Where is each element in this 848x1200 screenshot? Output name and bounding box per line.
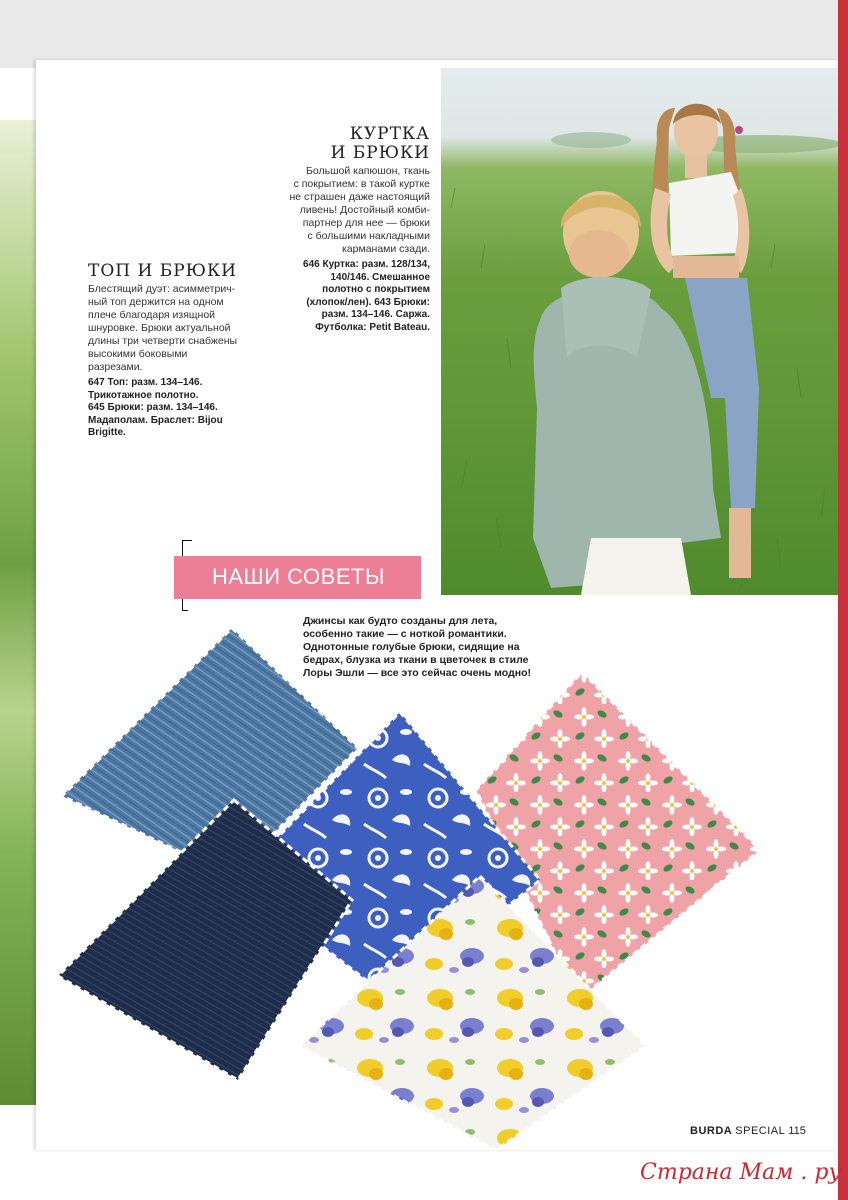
caption-spec-line: полотно с покрытием bbox=[322, 284, 430, 295]
caption-spec-line: Мадаполам. Браслет: Bijou bbox=[88, 414, 223, 426]
caption-title-line: КУРТКА bbox=[349, 124, 430, 144]
caption-spec-line: Футболка: Petit Bateau. bbox=[315, 321, 430, 333]
caption-body-line: длины три четверти снабжены bbox=[88, 335, 238, 347]
page-footer bbox=[690, 1125, 806, 1137]
caption-body-line: партнер для нее — брюки bbox=[302, 217, 430, 229]
tips-text-line: Однотонные голубые брюки, сидящие на bbox=[303, 641, 520, 653]
tips-text-line: Лоры Эшли — все это сейчас очень модно! bbox=[303, 667, 531, 679]
caption-spec-line: 647 Топ: разм. 134–146. bbox=[88, 377, 203, 388]
tips-text-line: особенно такие — с ноткой романтики. bbox=[303, 628, 507, 640]
caption-title-line: И БРЮКИ bbox=[330, 143, 430, 163]
caption-spec-line: разм. 134–146. Саржа. bbox=[321, 309, 430, 320]
page-number: 115 bbox=[788, 1125, 806, 1137]
caption-spec-line: 646 Куртка: разм. 128/134, bbox=[303, 259, 430, 270]
tips-heading: НАШИ СОВЕТЫ bbox=[212, 564, 385, 589]
caption-spec-line: 645 Брюки: разм. 134–146. bbox=[88, 402, 218, 413]
site-watermark: Страна Мам . ру bbox=[640, 1160, 842, 1185]
footer-brand: BURDA bbox=[690, 1125, 733, 1137]
caption-spec-line: 140/146. Смешанное bbox=[330, 271, 430, 283]
tips-text-line: бедрах, блузка из ткани в цветочек в стиле bbox=[303, 654, 529, 666]
caption-body-line: не страшен даже настоящий bbox=[289, 191, 430, 203]
caption-body-line: с покрытием: в такой куртке bbox=[293, 178, 430, 190]
caption-body-line: высокими боковыми bbox=[88, 348, 188, 360]
caption-body-line: разрезами. bbox=[88, 361, 143, 373]
caption-body-line: карманами сзади. bbox=[341, 243, 430, 255]
caption-body-line: с большими накладными bbox=[307, 230, 430, 242]
caption-body-line: плече благодаря изящной bbox=[88, 309, 216, 321]
tips-text-line: Джинсы как будто созданы для лета, bbox=[303, 615, 498, 627]
footer-special: SPECIAL bbox=[735, 1125, 786, 1137]
caption-spec-line: Brigitte. bbox=[88, 427, 126, 438]
caption-body-line: шнуровке. Брюки актуальной bbox=[88, 322, 231, 334]
caption-title: ТОП И БРЮКИ bbox=[88, 261, 237, 281]
caption-body-line: ный топ держится на одном bbox=[88, 296, 224, 308]
caption-spec-line: Трикотажное полотно. bbox=[88, 389, 199, 401]
caption-spec-line: (хлопок/лен). 643 Брюки: bbox=[306, 296, 430, 308]
caption-body-line: Большой капюшон, ткань bbox=[305, 165, 430, 177]
caption-body-line: Блестящий дуэт: асимметрич- bbox=[88, 283, 236, 295]
caption-body-line: ливень! Достойный комби- bbox=[299, 204, 430, 216]
